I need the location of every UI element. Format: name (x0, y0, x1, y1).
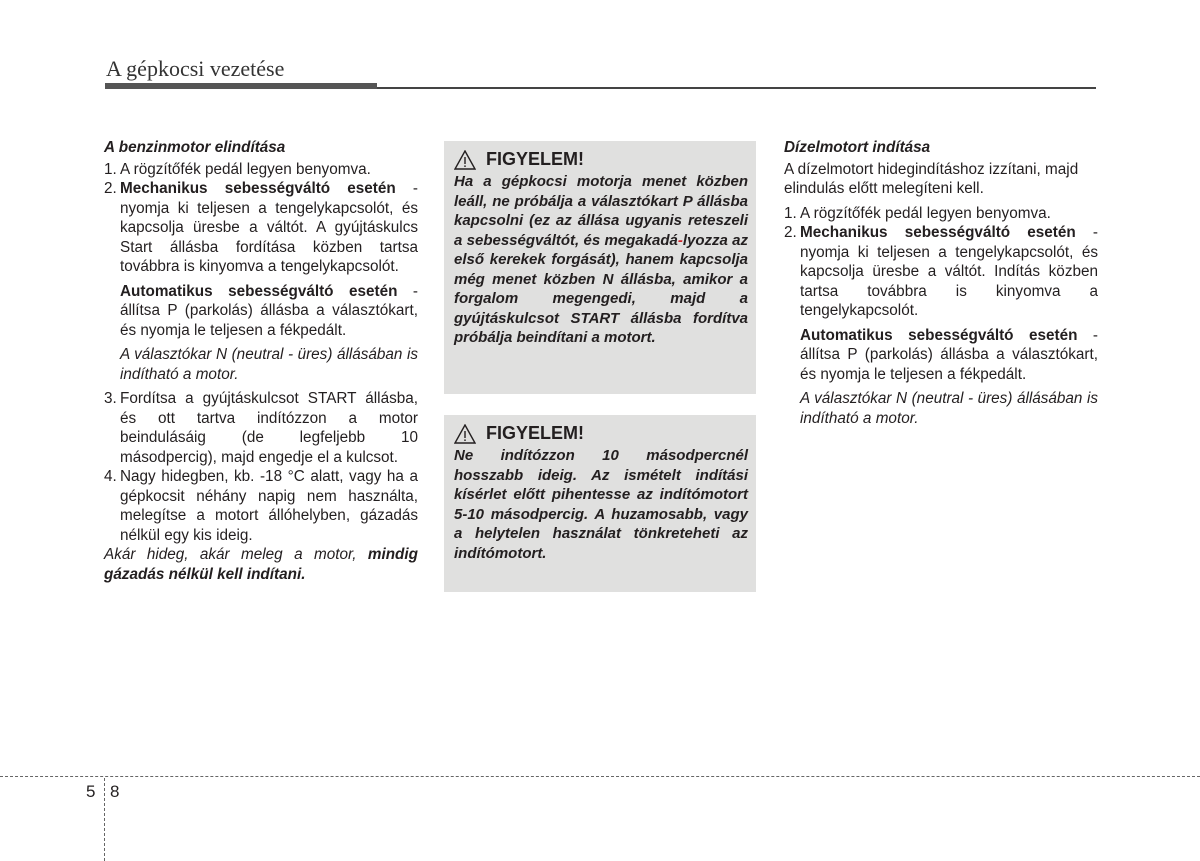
footer-divider (104, 778, 105, 861)
warning-triangle-icon (454, 150, 476, 170)
list-item: 2. Mechanikus sebességváltó esetén - nyomja ki teljesen a tengelykapcsolót, és kapcsolja üresbe a váltót. A gyújtáskulcs Start állásba fordítása közben tartsa továbbra is kinyomva a tengelykapcsolót. (104, 180, 418, 275)
warning-title: FIGYELEM! (486, 149, 584, 169)
warning-box (444, 141, 756, 394)
intro-text: A dízelmotort hidegindításhoz izzítani, majd elindulás előtt melegíteni kell. (784, 160, 1079, 197)
warning-text: Ha a gépkocsi motorja menet közben leáll, ne próbálja a választókart P állásba kapcsolni (ez az állása ugyanis reteszeli a sebességváltót, és megakadá-lyozza az első kerekek forgását), hanem kapcsolja még menet közben N állásba, amikor a forgalom megengedi, majd a gyújtáskulcsot START állásba fordítva próbálja beindítani a motort. (454, 173, 748, 346)
section-heading: Dízelmotort indítása (784, 139, 931, 156)
warning-text: Ne indítózzon 10 másodpercnél hosszabb ideig. Az ismételt indítási kísérlet előtt pihentesse az indítómotort 5-10 másodpercig. A huzamosabb, vagy a helytelen használat tönkreteheti az indítómotort. (454, 447, 748, 562)
page-title: A gépkocsi vezetése (106, 56, 285, 81)
list-item: 2. Mechanikus sebességváltó esetén - nyomja ki teljesen a tengelykapcsolót, és kapcsolja üresbe a váltót. Indítás közben tartsa továbbra is kinyomva a tengelykapcsolót. (784, 224, 1098, 319)
warning-triangle-icon (454, 424, 476, 444)
column-diesel-start (784, 138, 1098, 428)
closing-note: Akár hideg, akár meleg a motor, mindig gázadás nélkül kell indítani. (104, 546, 418, 583)
list-note: A választókar N (neutral - üres) állásában is indítható a motor. (120, 346, 418, 383)
footer-rule (0, 776, 1200, 777)
list-item: 3. Fordítsa a gyújtáskulcsot START állásba, és ott tartva indítózzon a motor beindulásáig (de legfeljebb 10 másodpercig), majd engedje el a kulcsot. (104, 390, 418, 466)
list-note: A választókar N (neutral - üres) állásában is indítható a motor. (800, 390, 1098, 427)
list-item: 1. A rögzítőfék pedál legyen benyomva. (104, 160, 371, 178)
header-rule-thin (377, 87, 1096, 89)
page-number: 8 (110, 782, 120, 801)
list-item: 1. A rögzítőfék pedál legyen benyomva. (784, 204, 1051, 222)
chapter-number: 5 (86, 782, 96, 801)
warning-box (444, 415, 756, 592)
list-subitem: Automatikus sebességváltó esetén - állítsa P (parkolás) állásba a választókart, és nyomja le teljesen a fékpedált. (120, 282, 418, 339)
list-subitem: Automatikus sebességváltó esetén - állítsa P (parkolás) állásba a választókart, és nyomja le teljesen a fékpedált. (800, 326, 1098, 383)
warning-title: FIGYELEM! (486, 423, 584, 443)
header-rule-thick (105, 83, 377, 89)
section-heading: A benzinmotor elindítása (104, 139, 286, 156)
column-petrol-start (104, 138, 418, 584)
list-item: 4. Nagy hidegben, kb. -18 °C alatt, vagy ha a gépkocsit néhány napig nem használta, melegítse a motort állóhelyben, gázadás nélkül egy kis ideig. (104, 468, 418, 544)
